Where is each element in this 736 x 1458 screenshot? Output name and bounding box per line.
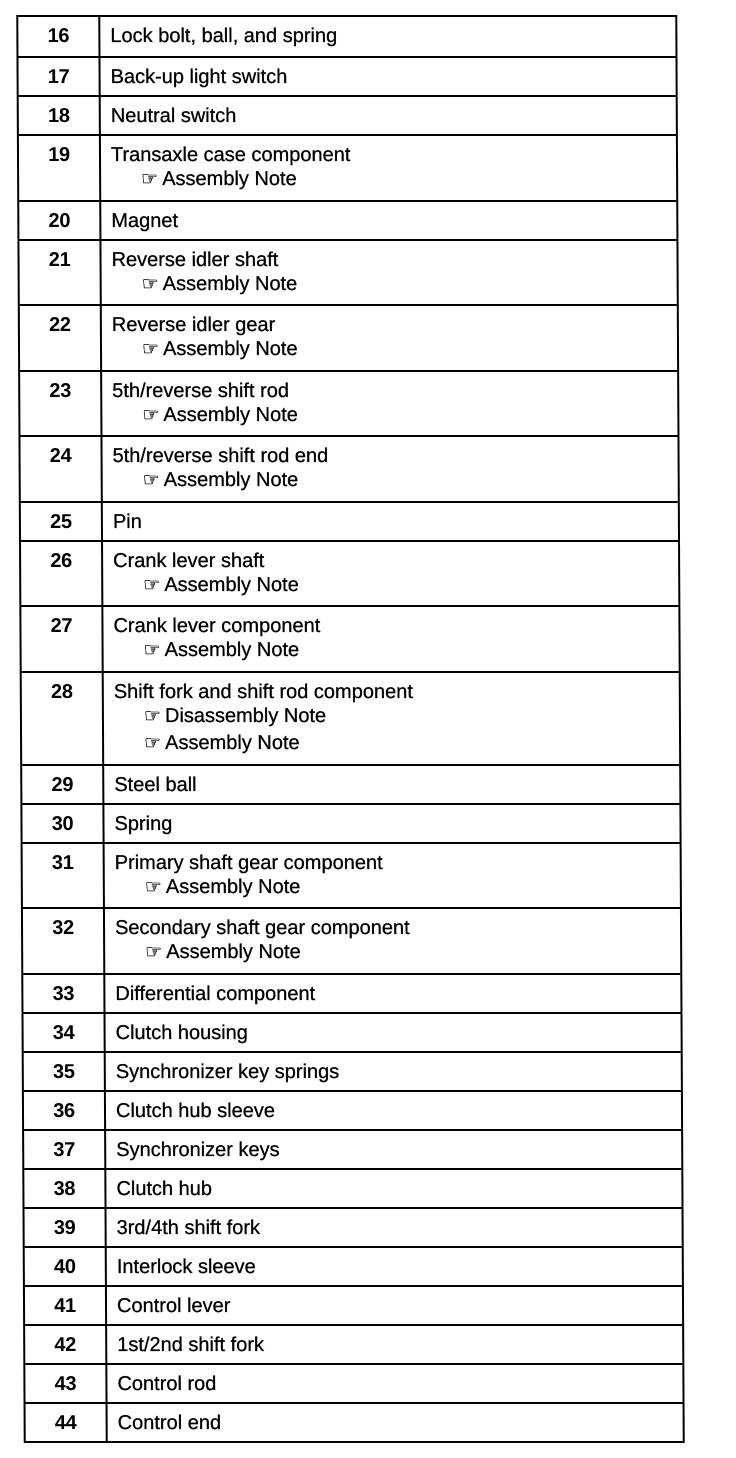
- part-number: 38: [24, 1170, 106, 1207]
- table-row: [26, 1402, 683, 1441]
- table-row: [25, 1324, 682, 1363]
- part-description: [100, 17, 675, 56]
- note-link[interactable]: [114, 703, 679, 730]
- part-description: [101, 97, 676, 134]
- part-name: Interlock sleeve: [116, 1255, 256, 1278]
- note-link[interactable]: [114, 637, 679, 664]
- part-number: 28: [22, 673, 104, 764]
- note-link[interactable]: [113, 467, 678, 494]
- note-link[interactable]: [112, 271, 677, 298]
- table-row: [24, 1090, 681, 1129]
- note-link[interactable]: [115, 874, 680, 901]
- table-row: [19, 95, 676, 134]
- part-number: 25: [21, 503, 103, 540]
- pointing-hand-icon: ☞: [145, 942, 163, 963]
- note-label: Assembly Note: [165, 875, 301, 898]
- note-label: Assembly Note: [163, 338, 298, 360]
- part-number: 21: [19, 241, 101, 305]
- part-name: Spring: [114, 812, 173, 835]
- part-number: 30: [22, 805, 104, 842]
- part-description: [105, 975, 680, 1012]
- note-label: Assembly Note: [164, 639, 300, 661]
- part-description: [102, 437, 677, 501]
- table-row: [25, 1363, 682, 1402]
- note-label: Assembly Note: [166, 941, 301, 963]
- part-number: 19: [19, 136, 101, 200]
- part-name: 3rd/4th shift fork: [116, 1216, 261, 1239]
- part-name: Control end: [117, 1411, 222, 1434]
- note-label: Assembly Note: [163, 403, 298, 426]
- note-label: Assembly Note: [162, 168, 297, 190]
- part-description: [101, 241, 676, 305]
- pointing-hand-icon: ☞: [142, 470, 160, 491]
- part-name: Back-up light switch: [110, 66, 288, 88]
- part-name: Lock bolt, ball, and spring: [110, 25, 338, 47]
- part-name: Transaxle case component: [110, 144, 351, 166]
- table-row: [18, 17, 675, 56]
- note-link[interactable]: [112, 402, 677, 429]
- part-name: 5th/reverse shift rod: [112, 379, 290, 402]
- table-row: [19, 134, 676, 200]
- note-label: Assembly Note: [163, 469, 299, 491]
- part-name: Clutch housing: [115, 1021, 248, 1044]
- part-number: 27: [21, 607, 103, 671]
- part-name: Clutch hub: [116, 1177, 213, 1200]
- pointing-hand-icon: ☞: [144, 876, 162, 898]
- part-description: [107, 1209, 682, 1246]
- part-description: [106, 1170, 681, 1207]
- table-row: [23, 1012, 680, 1051]
- part-name: Magnet: [111, 209, 179, 232]
- part-name: Steel ball: [114, 773, 197, 796]
- part-number: 23: [20, 372, 102, 436]
- part-number: 41: [25, 1287, 107, 1324]
- table-row: [24, 1168, 681, 1207]
- part-description: [107, 1248, 682, 1285]
- part-name: Shift fork and shift rod component: [113, 680, 413, 703]
- part-description: [107, 1365, 682, 1402]
- note-link[interactable]: [114, 730, 679, 757]
- part-name: Synchronizer keys: [116, 1138, 280, 1161]
- table-row: [22, 803, 679, 842]
- part-name: Synchronizer key springs: [115, 1060, 340, 1083]
- part-name: 5th/reverse shift rod end: [112, 445, 329, 467]
- part-description: [104, 673, 679, 764]
- part-name: Reverse idler gear: [111, 314, 276, 336]
- part-name: Primary shaft gear component: [114, 851, 383, 874]
- table-row: [25, 1285, 682, 1324]
- part-name: Neutral switch: [110, 105, 237, 127]
- part-name: Pin: [112, 510, 142, 533]
- table-row: [21, 540, 678, 606]
- table-row: [20, 435, 677, 501]
- part-description: [105, 909, 680, 973]
- part-name: Clutch hub sleeve: [115, 1099, 276, 1122]
- part-number: 42: [25, 1326, 107, 1363]
- part-number: 26: [21, 542, 103, 606]
- part-name: Crank lever component: [113, 615, 321, 637]
- part-number: 18: [19, 97, 101, 134]
- part-number: 33: [23, 975, 105, 1012]
- table-row: [25, 1207, 682, 1246]
- part-number: 43: [25, 1365, 107, 1402]
- pointing-hand-icon: ☞: [143, 705, 162, 727]
- pointing-hand-icon: ☞: [144, 732, 162, 754]
- part-number: 39: [25, 1209, 107, 1246]
- table-row: [21, 501, 678, 540]
- part-description: [103, 503, 678, 540]
- pointing-hand-icon: ☞: [143, 640, 161, 661]
- table-row: [19, 200, 676, 239]
- part-description: [107, 1326, 682, 1363]
- table-row: [24, 1051, 681, 1090]
- part-number: 31: [23, 844, 105, 908]
- table-row: [19, 239, 676, 305]
- part-description: [101, 202, 676, 239]
- part-number: 40: [25, 1248, 107, 1285]
- part-description: [105, 1014, 680, 1051]
- part-description: [104, 805, 679, 842]
- part-number: 37: [24, 1131, 106, 1168]
- note-label: Assembly Note: [162, 272, 298, 295]
- table-row: [18, 56, 675, 95]
- part-description: [102, 306, 677, 370]
- part-description: [106, 1092, 681, 1129]
- part-name: Crank lever shaft: [113, 549, 265, 572]
- note-link[interactable]: [112, 336, 677, 363]
- part-number: 17: [18, 58, 100, 95]
- part-name: Control rod: [117, 1372, 217, 1395]
- part-name: Control lever: [116, 1294, 231, 1317]
- part-number: 24: [20, 437, 102, 501]
- table-row: [23, 842, 680, 908]
- part-number: 32: [23, 909, 105, 973]
- part-description: [107, 1287, 682, 1324]
- part-description: [106, 1053, 681, 1090]
- note-link[interactable]: [115, 939, 680, 966]
- part-number: 29: [22, 766, 104, 803]
- table-row: [25, 1246, 682, 1285]
- part-number: 22: [20, 306, 102, 370]
- pointing-hand-icon: ☞: [142, 404, 160, 426]
- part-description: [103, 542, 678, 606]
- part-number: 16: [18, 17, 100, 56]
- part-name: Reverse idler shaft: [111, 248, 279, 271]
- pointing-hand-icon: ☞: [141, 273, 159, 295]
- table-row: [24, 1129, 681, 1168]
- part-number: 44: [26, 1404, 108, 1441]
- table-row: [23, 907, 680, 973]
- part-description: [105, 844, 680, 908]
- note-link[interactable]: [111, 166, 676, 193]
- pointing-hand-icon: ☞: [141, 339, 160, 360]
- note-label: Disassembly Note: [164, 704, 327, 727]
- part-number: 20: [19, 202, 101, 239]
- note-link[interactable]: [113, 572, 678, 599]
- parts-table: [16, 15, 684, 1443]
- part-number: 34: [23, 1014, 105, 1051]
- note-label: Assembly Note: [165, 731, 300, 754]
- table-row: [20, 304, 677, 370]
- part-description: [103, 607, 678, 671]
- part-name: Differential component: [115, 982, 316, 1005]
- part-description: [101, 136, 676, 200]
- part-name: Secondary shaft gear component: [114, 917, 410, 939]
- table-row: [20, 370, 677, 436]
- table-row: [22, 671, 679, 764]
- part-number: 35: [24, 1053, 106, 1090]
- part-number: 36: [24, 1092, 106, 1129]
- pointing-hand-icon: ☞: [141, 169, 159, 190]
- pointing-hand-icon: ☞: [143, 574, 161, 596]
- part-description: [106, 1131, 681, 1168]
- table-row: [23, 973, 680, 1012]
- table-row: [22, 764, 679, 803]
- part-description: [102, 372, 677, 436]
- part-description: [104, 766, 679, 803]
- part-description: [108, 1404, 683, 1441]
- note-label: Assembly Note: [164, 573, 299, 596]
- table-row: [21, 605, 678, 671]
- part-description: [100, 58, 675, 95]
- part-name: 1st/2nd shift fork: [117, 1333, 265, 1356]
